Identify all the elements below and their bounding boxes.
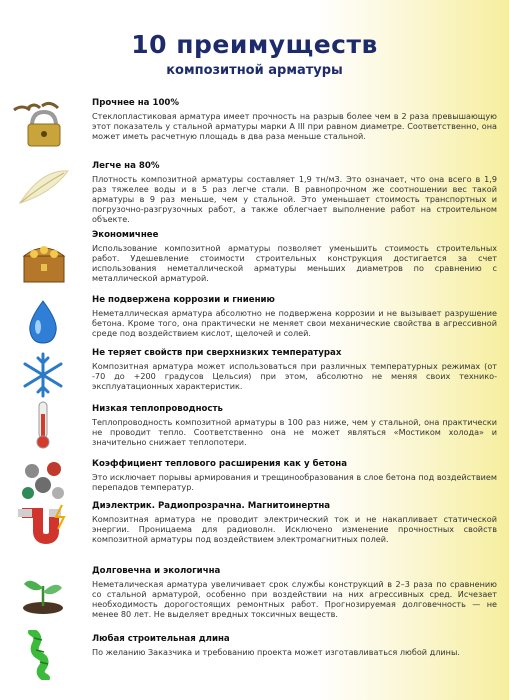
advantage-text: Плотность композитной арматуры составляет 1,9 тн/м3. Это означает, что она всего в 1,9 раз тяжелее воды и в 5 раз легче стали. В равнопрочном же соотношении вес такой арматуры в 9 раз меньше, чем у стальной. Это уменьшает стоимость транспортных и погрузочно-разгрузочных работ, а также облегчает выполнение работ на строительном объекте. <box>92 174 497 225</box>
advantage-text: Неметалическая арматура увеличивает срок службы конструкций в 2–3 раза по сравнению со стальной арматурой, особенно при воздействии на них агрессивных сред. Исчезает необходимость дорогостоящих ремонтных работ. Прогнозируемая долговечность — не менее 80 лет. Не выделяет вредных токсичных веществ. <box>92 579 497 620</box>
padlock-chain-icon <box>12 100 74 150</box>
advantage-heading: Не теряет свойств при сверхнизких температурах <box>92 348 342 358</box>
advantage-heading: Коэффициент теплового расширения как у бетона <box>92 459 348 469</box>
advantage-heading: Не подвержена коррозии и гниению <box>92 295 275 305</box>
advantage-text: Композитная арматура может использоваться при различных температурных режимах (от -70 до +200 градусов Цельсия) при этом, абсолютно не меняя своих технико-эксплуатационных характеристик. <box>92 361 497 392</box>
treasure-chest-icon <box>12 236 74 286</box>
advantage-text: По желанию Заказчика и требованию проекта может изготавливаться любой длины. <box>92 647 460 657</box>
advantage-text: Это исключает порывы армирования и трещинообразования в слое бетона под воздействием перепадов температур. <box>92 472 497 493</box>
snowflake-icon <box>12 350 74 400</box>
page-subtitle: композитной арматуры <box>166 63 343 78</box>
sprout-icon <box>12 566 74 616</box>
advantage-heading: Низкая теплопроводность <box>92 404 223 414</box>
advantage-heading: Прочнее на 100% <box>92 98 180 108</box>
advantage-heading: Долговечна и экологична <box>92 566 221 576</box>
molecule-icon <box>12 455 74 505</box>
advantage-text: Неметаллическая арматура абсолютно не подвержена коррозии и не вызывает разрушение бетона. Кроме того, она практически не меняет свои механические свойства в агрессивной среде под воздействием кислот, щелочей и солей. <box>92 308 497 339</box>
page-title: 10 преимуществ <box>131 30 378 59</box>
magnet-icon <box>12 501 74 551</box>
advantage-text: Стеклопластиковая арматура имеет прочность на разрыв более чем в 2 раза превышающую этот показатель у стальной арматуры марки А III при равном диаметре. Соответственно, она может иметь расчетную площадь в два раза меньше стальной. <box>92 111 497 142</box>
water-drop-icon <box>12 297 74 347</box>
rebar-coil-icon <box>12 630 74 680</box>
advantage-text: Композитная арматура не проводит электрический ток и не накапливает статической энергии. Проницаема для радиоволн. Исключено изменение прочностных свойств композитной арматуры под воздействием электромагнитных полей. <box>92 514 497 545</box>
feather-icon <box>12 163 74 213</box>
advantage-heading: Диэлектрик. Радиопрозрачна. Магнитоинертна <box>92 501 331 511</box>
advantage-text: Теплопроводность композитной арматуры в 100 раз ниже, чем у стальной, она практически не проводит тепло. Соответственно она не может являться «Мостиком холода» и значительно снижает теплопотери. <box>92 417 497 448</box>
thermometer-icon <box>12 400 74 450</box>
advantage-heading: Экономичнее <box>92 230 159 240</box>
advantage-text: Использование композитной арматуры позволяет уменьшить стоимость строительных работ. Удешевление стоимости строительных конструкция достигается за счет использования неметаллической арматуры меньших диаметров по сравнению с металлической арматурой. <box>92 243 497 284</box>
advantage-heading: Легче на 80% <box>92 161 160 171</box>
advantage-heading: Любая строительная длина <box>92 634 230 644</box>
